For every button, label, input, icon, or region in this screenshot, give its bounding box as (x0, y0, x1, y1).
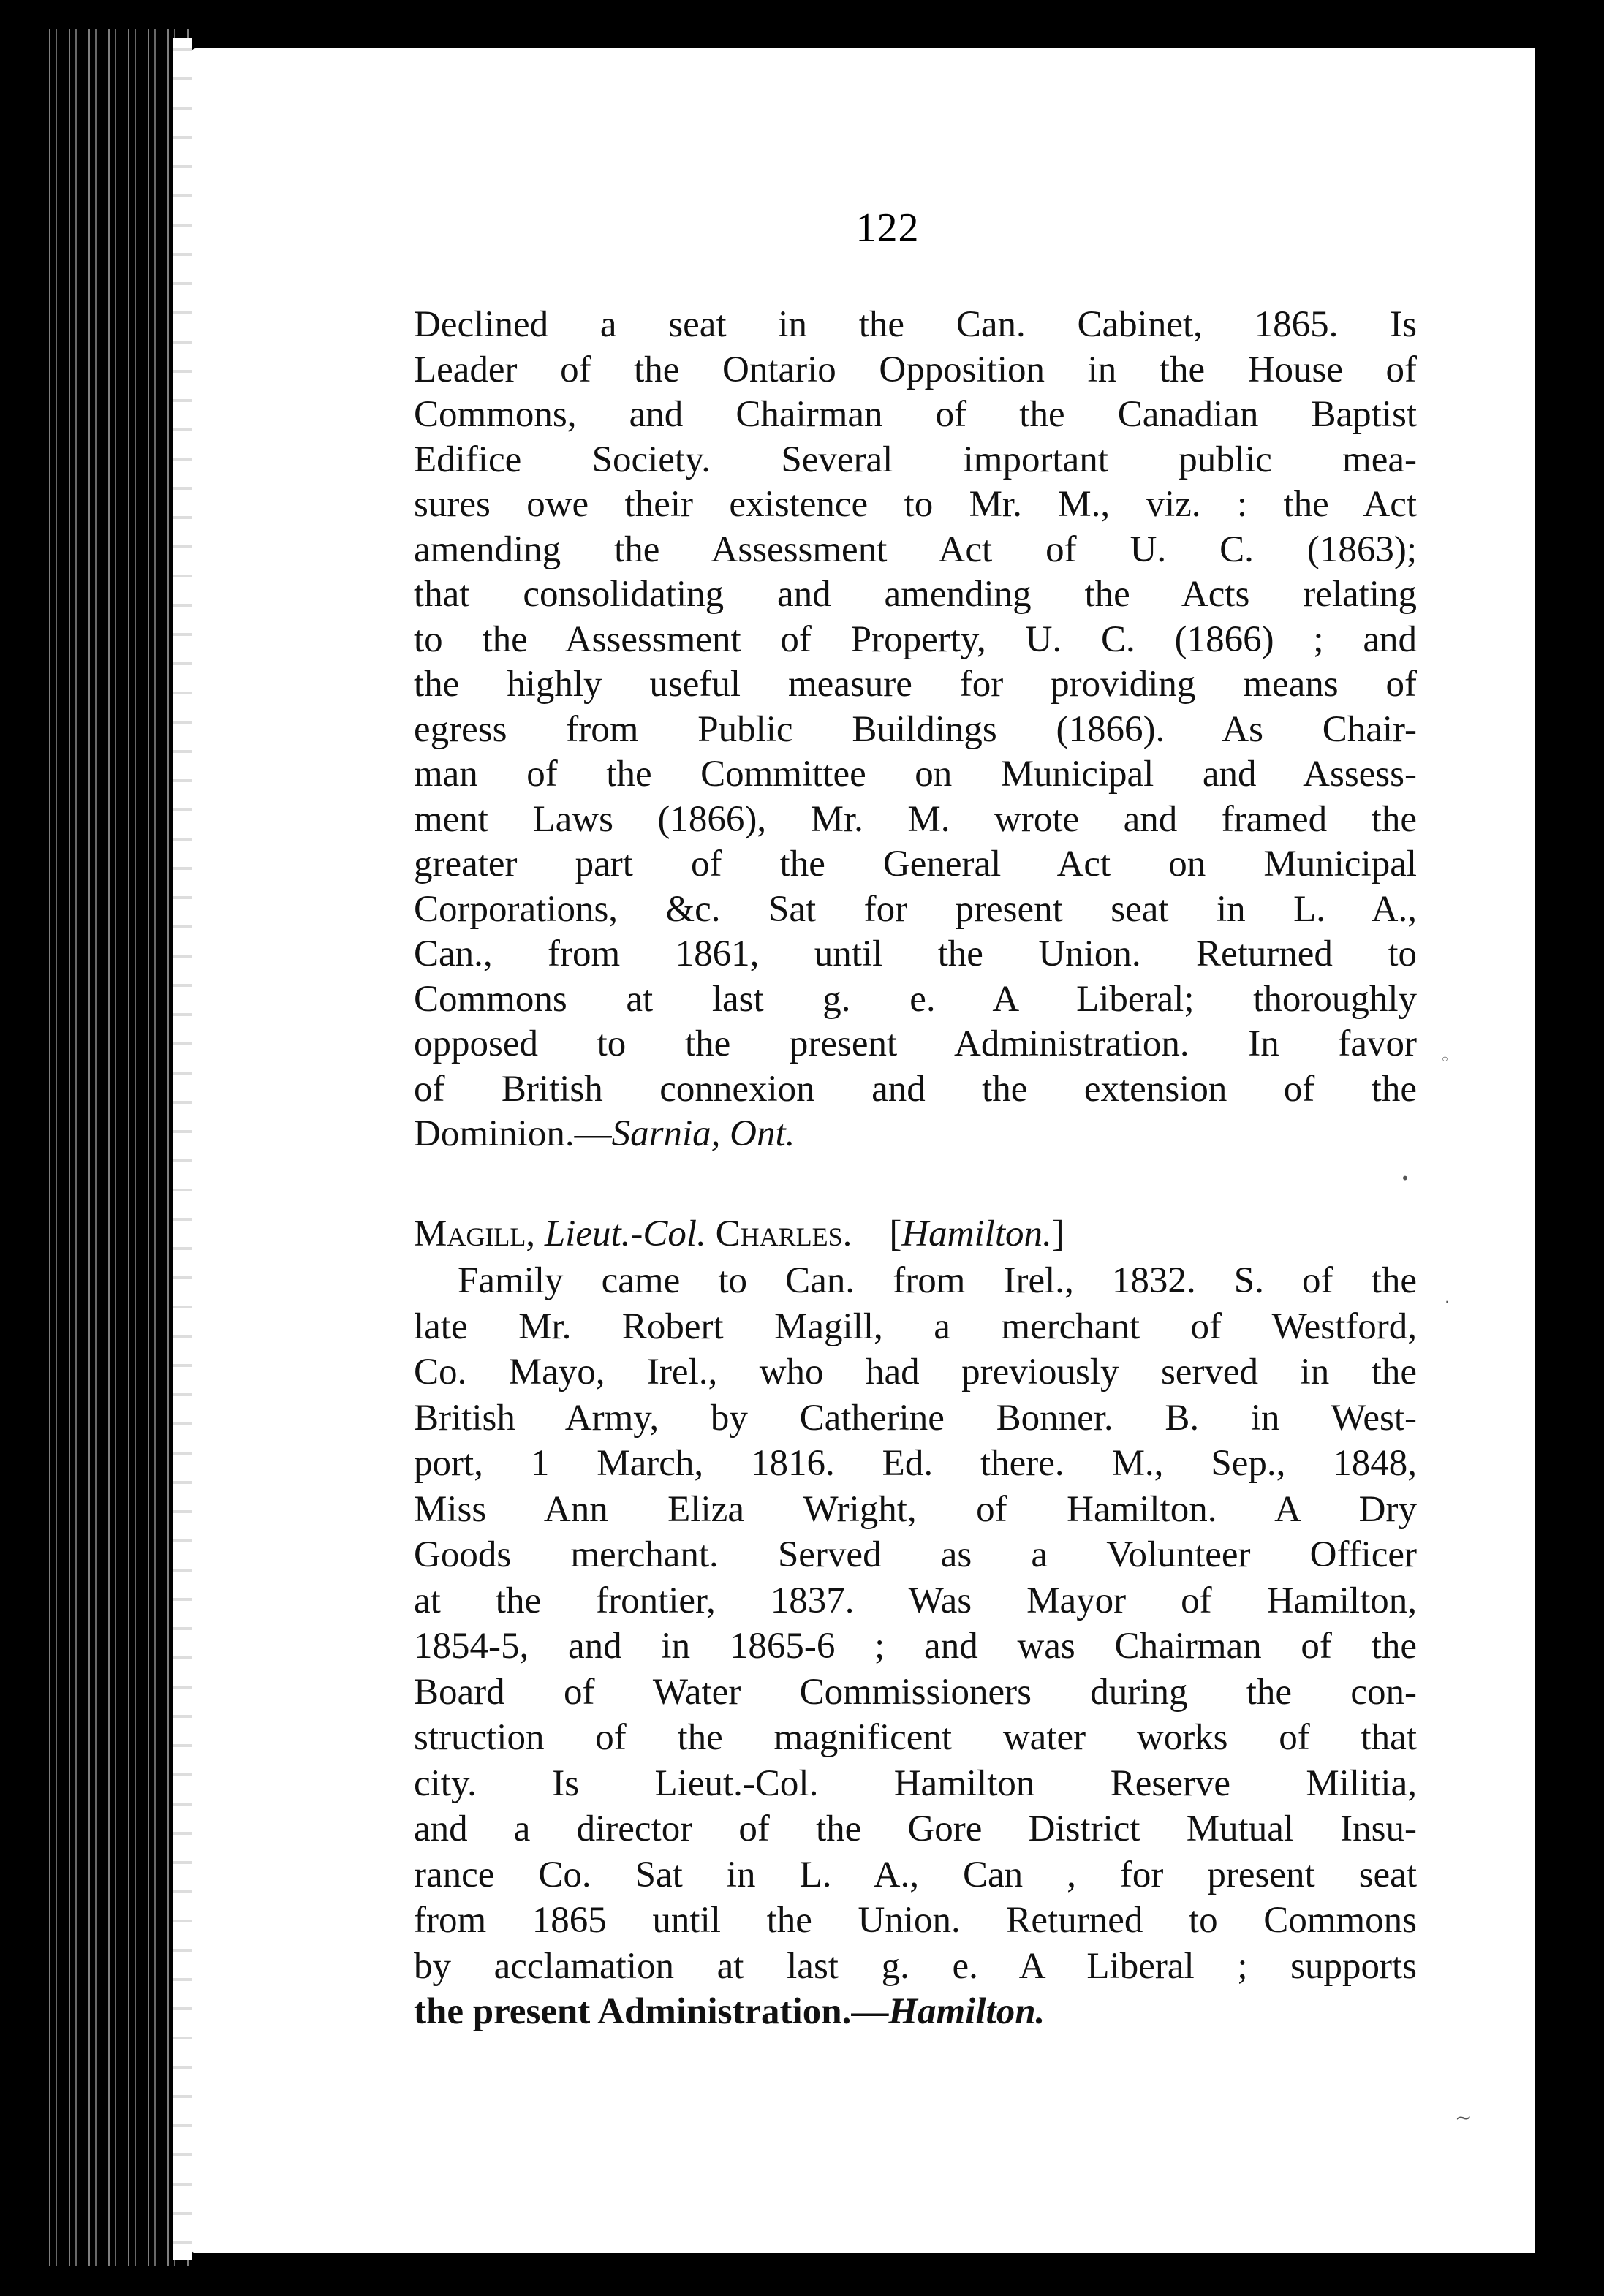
scan-speck: · (1445, 1294, 1450, 1312)
text-line: Co. Mayo, Irel., who had previously served in the (414, 1352, 1417, 1393)
entry-title: Lieut.-Col. (544, 1213, 706, 1254)
text-line: the highly useful measure for providing means of (414, 664, 1417, 705)
line-text: Dominion.— (414, 1113, 612, 1154)
entry-surname: Magill, (414, 1213, 536, 1254)
scan-speck: • (1401, 1170, 1410, 1187)
text-line: Board of Water Commissioners during the con- (414, 1671, 1417, 1713)
residence: Hamilton. (888, 1991, 1045, 2032)
text-line: rance Co. Sat in L. A., Can , for present seat (414, 1854, 1417, 1895)
book-binding-gutter (44, 29, 190, 2266)
text-line: Goods merchant. Served as a Volunteer Officer (414, 1534, 1417, 1575)
entry-given-name: Charles. (715, 1213, 852, 1254)
scan-speck: ~ (1455, 2105, 1472, 2129)
entry-heading-magill (414, 1212, 1064, 1256)
right-border (1535, 58, 1604, 2251)
text-line: 1854-5, and in 1865-6 ; and was Chairman of the (414, 1626, 1417, 1667)
text-line: Commons at last g. e. A Liberal; thoroughly (414, 978, 1417, 1020)
constituency-close-bracket: ] (1051, 1213, 1064, 1254)
text-line: city. Is Lieut.-Col. Hamilton Reserve Militia, (414, 1762, 1417, 1804)
text-line: by acclamation at last g. e. A Liberal ; supports (414, 1945, 1417, 1987)
text-line: egress from Public Buildings (1866). As Chair- (414, 708, 1417, 750)
text-line: man of the Committee on Municipal and Assess- (414, 754, 1417, 795)
page-edge-stack (173, 38, 192, 2260)
text-line-last (414, 1112, 1417, 1156)
text-line: port, 1 March, 1816. Ed. there. M., Sep., 1848, (414, 1443, 1417, 1484)
entry-constituency: Hamilton. (901, 1213, 1052, 1254)
text-line: Miss Ann Eliza Wright, of Hamilton. A Dry (414, 1488, 1417, 1530)
constituency-open-bracket: [ (889, 1213, 902, 1254)
scan-speck: ◦ (1440, 1051, 1450, 1069)
text-line: Edifice Society. Several important public mea- (414, 439, 1417, 480)
text-line: Leader of the Ontario Opposition in the House of (414, 349, 1417, 390)
text-line: sures owe their existence to Mr. M., viz. : the Act (414, 484, 1417, 525)
text-line: that consolidating and amending the Acts relating (414, 574, 1417, 615)
residence: Sarnia, Ont. (611, 1113, 795, 1154)
text-line: greater part of the General Act on Municipal (414, 844, 1417, 884)
text-line: to the Assessment of Property, U. C. (1866) ; and (414, 618, 1417, 660)
text-line: from 1865 until the Union. Returned to Commons (414, 1900, 1417, 1941)
text-line: and a director of the Gore District Mutual Insu- (414, 1808, 1417, 1849)
line-text: the present Administration.— (414, 1991, 889, 2032)
text-line: Can., from 1861, until the Union. Returned to (414, 933, 1417, 974)
text-line: at the frontier, 1837. Was Mayor of Hamilton, (414, 1580, 1417, 1621)
text-line: Commons, and Chairman of the Canadian Baptist (414, 394, 1417, 435)
text-line: late Mr. Robert Magill, a merchant of Westford, (414, 1306, 1417, 1347)
text-line: British Army, by Catherine Bonner. B. in West- (414, 1397, 1417, 1439)
text-line: ment Laws (1866), Mr. M. wrote and framed the (414, 798, 1417, 840)
text-line: Family came to Can. from Irel., 1832. S. of the (458, 1260, 1417, 1301)
text-line: opposed to the present Administration. In favor (414, 1023, 1417, 1064)
text-line-last (414, 1990, 1417, 2034)
text-line: Corporations, &c. Sat for present seat in L. A., (414, 888, 1417, 930)
text-line: amending the Assessment Act of U. C. (1863); (414, 528, 1417, 570)
text-line: of British connexion and the extension of the (414, 1068, 1417, 1110)
page-number: 122 (855, 205, 920, 251)
text-line: Declined a seat in the Can. Cabinet, 1865. Is (414, 304, 1417, 345)
text-line: struction of the magnificent water works of that (414, 1717, 1417, 1758)
